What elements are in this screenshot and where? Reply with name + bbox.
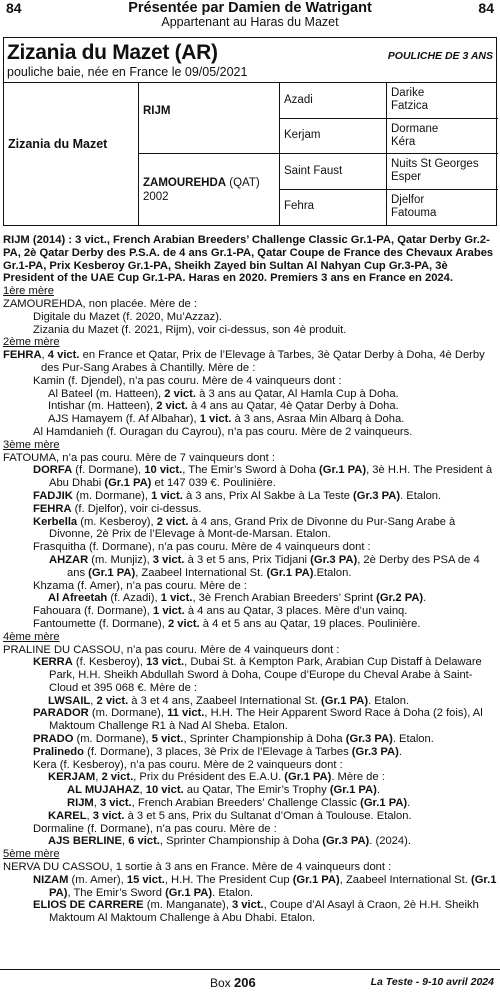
horse-box [3, 37, 497, 226]
pedigree-subject-cell [4, 83, 139, 225]
dam4-produce: PARADOR (m. Dormane), 11 vict., H.H. The Heir Apparent Sword Race à Doha (2 fois), Al Maktoum Challenge R1 à Nad Al Sheba. Etalon. [33, 707, 483, 733]
horse-title-row [4, 38, 496, 83]
pedigree-ggs-3a: Nuits St Georges [391, 158, 479, 170]
pedigree-ggs-1a: Darike [391, 87, 425, 99]
pedigree-ggs-2a: Dormane [391, 123, 439, 135]
dam2-title: 2ème mère [3, 336, 60, 349]
pedigree-gs-cell [280, 83, 387, 119]
pedigree-gs-1: Azadi [284, 94, 313, 106]
dam1-produce: Digitale du Mazet (f. 2020, Mu’Azzaz). [33, 310, 223, 323]
dam2-produce: Al Bateel (m. Hatteen), 2 vict. à 3 ans au Qatar, Al Hamla Cup à Doha. [48, 387, 399, 400]
dam3-produce: Al Afreetah (f. Azadi), 1 vict., 3è French Arabian Breeders’ Sprint (Gr.2 PA). [48, 592, 427, 605]
pedigree-ggs-3b: Esper [391, 171, 422, 183]
pedigree-gs-cell [280, 119, 387, 154]
dam4-produce: KERJAM, 2 vict., Prix du Président des E.A.U. (Gr.1 PA). Mère de : [48, 771, 385, 784]
lot-number-left: 84 [6, 0, 22, 16]
pedigree-ggs-4a: Djelfor [391, 194, 425, 206]
pedigree-gs-2: Kerjam [284, 129, 321, 141]
event-label: La Teste - 9-10 avril 2024 [370, 976, 494, 988]
dam4-produce: AL MUJAHAZ, 10 vict. au Qatar, The Emir’s Trophy (Gr.1 PA). [67, 784, 380, 797]
pedigree-ggs-cell [387, 83, 498, 119]
box-label: Box 206 [210, 975, 256, 990]
sire-summary: RIJM (2014) : 3 vict., French Arabian Breeders’ Challenge Classic Gr.1-PA, Qatar Derby Gr.2-PA, 2è Qatar Derby des P.S.A. de 4 ans Gr.1-PA, Qatar Coupe de France des Chevaux Arabes Gr.1-PA, Prix Kesberoy Gr.1-PA, Sheikh Zayed bin Sultan Al Nahyan Cup Gr.3-PA, 3è President of the UAE Cup Gr.1-PA. Haras en 2020. Premiers 3 ans en France en 2024. [3, 234, 494, 285]
dam3-line: FATOUMA, n’a pas couru. Mère de 7 vainqueurs dont : [3, 451, 275, 464]
dam3-produce: Fantoumette (f. Dormane), 2 vict. à 4 et 5 ans au Qatar, 19 places. Poulinière. [33, 617, 421, 630]
dam2-produce: AJS Hamayem (f. Af Albahar), 1 vict. à 3 ans, Asraa Min Albarq à Doha. [48, 413, 405, 426]
dam3-produce: Frasquitha (f. Dormane), n’a pas couru. Mère de 4 vainqueurs dont : [33, 541, 371, 554]
pedigree-gs-4: Fehra [284, 200, 315, 212]
pedigree-table [4, 83, 498, 225]
horse-sex-age: POULICHE DE 3 ANS [387, 50, 493, 62]
pedigree-ggs-cell [387, 190, 498, 225]
pedigree-ggs-1b: Fatzica [391, 100, 429, 112]
horse-name: Zizania du Mazet (AR) [7, 41, 218, 64]
dam5-produce: NIZAM (m. Amer), 15 vict., H.H. The President Cup (Gr.1 PA), Zaabeel International St. (Gr.1 PA), The Emir’s Sword (Gr.1 PA). Etalon. [33, 873, 497, 899]
dam2-produce: Al Hamdanieh (f. Ouragan du Cayrou), n’a pas couru. Mère de 2 vainqueurs. [33, 425, 413, 438]
dam4-line: PRALINE DU CASSOU, n’a pas couru. Mère de 4 vainqueurs dont : [3, 643, 340, 656]
pedigree-ggs-cell [387, 154, 498, 190]
dam5-title: 5ème mère [3, 848, 60, 861]
dam3-produce: Kerbella (m. Kesberoy), 2 vict. à 4 ans, Grand Prix de Divonne du Pur-Sang Arabe à Divonne, 2è Prix de l’Elevage à Mont-de-Marsan. Etalon. [33, 515, 456, 541]
owner-line: Appartenant au Haras du Mazet [161, 15, 339, 29]
dam4-produce: AJS BERLINE, 6 vict., Sprinter Championship à Doha (Gr.3 PA). (2024). [48, 835, 411, 848]
dam4-produce: LWSAIL, 2 vict. à 3 et 4 ans, Zaabeel International St. (Gr.1 PA). Etalon. [48, 694, 410, 707]
page-footer [0, 969, 500, 992]
dam1-title: 1ère mère [3, 285, 54, 298]
dam4-produce: Pralinedo (f. Dormane), 3 places, 3è Prix de l’Elevage à Tarbes (Gr.3 PA). [33, 745, 402, 758]
dam4-produce: KAREL, 3 vict. à 3 et 5 ans, Prix du Sultanat d’Oman à Toulouse. Etalon. [48, 809, 412, 822]
pedigree-dam-year: 2002 [143, 191, 169, 203]
dam3-produce: Khzama (f. Amer), n’a pas couru. Mère de : [33, 579, 247, 592]
dam2-produce: Intishar (m. Hatteen), 2 vict. à 4 ans au Qatar, 4è Qatar Derby à Doha. [48, 400, 399, 413]
dam3-produce: FADJIK (m. Dormane), 1 vict. à 3 ans, Prix Al Sakbe à La Teste (Gr.3 PA). Etalon. [33, 489, 442, 502]
page-header [0, 0, 500, 30]
pedigree-dam-suffix: (QAT) [226, 177, 260, 189]
pedigree-ggs-2b: Kéra [391, 136, 416, 148]
lot-number-right: 84 [478, 0, 494, 16]
dam5-produce: ELIOS DE CARRERE (m. Manganate), 3 vict., Coupe d’Al Asayl à Craon, 2è H.H. Sheikh Maktoum Al Maktoum Challenge à Abu Dhabi. Etalon. [33, 899, 479, 925]
dam5-line: NERVA DU CASSOU, 1 sortie à 3 ans en France. Mère de 4 vainqueurs dont : [3, 861, 392, 874]
dam1-produce: Zizania du Mazet (f. 2021, Rijm), voir ci-dessus, son 4è produit. [33, 323, 347, 336]
pedigree-dam-cell [139, 154, 280, 225]
dam3-produce: Fahouara (f. Dormane), 1 vict. à 4 ans au Qatar, 3 places. Mère d’un vainq. [33, 605, 408, 618]
dam3-produce: AHZAR (m. Munjiz), 3 vict. à 3 et 5 ans, Prix Tidjani (Gr.3 PA), 2è Derby des PSA de 4 ans (Gr.1 PA), Zaabeel International St. (Gr.1 PA).Etalon. [49, 553, 480, 579]
dam3-title: 3ème mère [3, 438, 60, 451]
dam2-produce: Kamin (f. Djendel), n’a pas couru. Mère de 4 vainqueurs dont : [33, 374, 342, 387]
presenter-line: Présentée par Damien de Watrigant [128, 0, 372, 16]
pedigree-gs-3: Saint Faust [284, 165, 343, 177]
dam4-produce: KERRA (f. Kesberoy), 13 vict., Dubai St. à Kempton Park, Arabian Cup Distaff à Delaware Park, H.H. Sheikh Abdullah Sword à Doha, Coupe d’Europe du Cheval Arabe à Saint-Cloud et 395 068 €. Mère de : [33, 656, 482, 694]
catalogue-notes [3, 234, 497, 925]
box-number: 206 [234, 975, 256, 990]
dam3-produce: FEHRA (f. Djelfor), voir ci-dessus. [33, 502, 202, 515]
dam2-line: FEHRA, 4 vict. en France et Qatar, Prix de l’Elevage à Tarbes, 3è Qatar Derby à Doha, 4è Derby des Pur-Sang Arabes à Chantilly. Mère de : [3, 349, 485, 374]
pedigree-ggs-4b: Fatouma [391, 207, 437, 219]
dam1-line: ZAMOUREHDA, non placée. Mère de : [3, 297, 197, 310]
pedigree-dam: ZAMOUREHDA [143, 177, 227, 189]
dam4-title: 4ème mère [3, 630, 60, 643]
pedigree-ggs-cell [387, 119, 498, 154]
pedigree-gs-cell [280, 154, 387, 190]
dam4-produce: Kera (f. Kesberoy), n’a pas couru. Mère de 2 vainqueurs dont : [33, 758, 343, 771]
horse-description: pouliche baie, née en France le 09/05/2021 [7, 65, 248, 79]
dam3-produce: DORFA (f. Dormane), 10 vict., The Emir’s Sword à Doha (Gr.1 PA), 3è H.H. The President à Abu Dhabi (Gr.1 PA) et 147 039 €. Poulinière. [33, 464, 493, 490]
dam4-produce: PRADO (m. Dormane), 5 vict., Sprinter Championship à Doha (Gr.3 PA). Etalon. [33, 733, 434, 746]
dam4-produce: Dormaline (f. Dormane), n’a pas couru. Mère de : [33, 822, 277, 835]
pedigree-gs-cell [280, 190, 387, 225]
pedigree-sire-cell [139, 83, 280, 154]
dam4-produce: RIJM, 3 vict., French Arabian Breeders’ Challenge Classic (Gr.1 PA). [67, 797, 411, 810]
pedigree-subject: Zizania du Mazet [8, 137, 108, 151]
pedigree-sire: RIJM [143, 105, 171, 117]
